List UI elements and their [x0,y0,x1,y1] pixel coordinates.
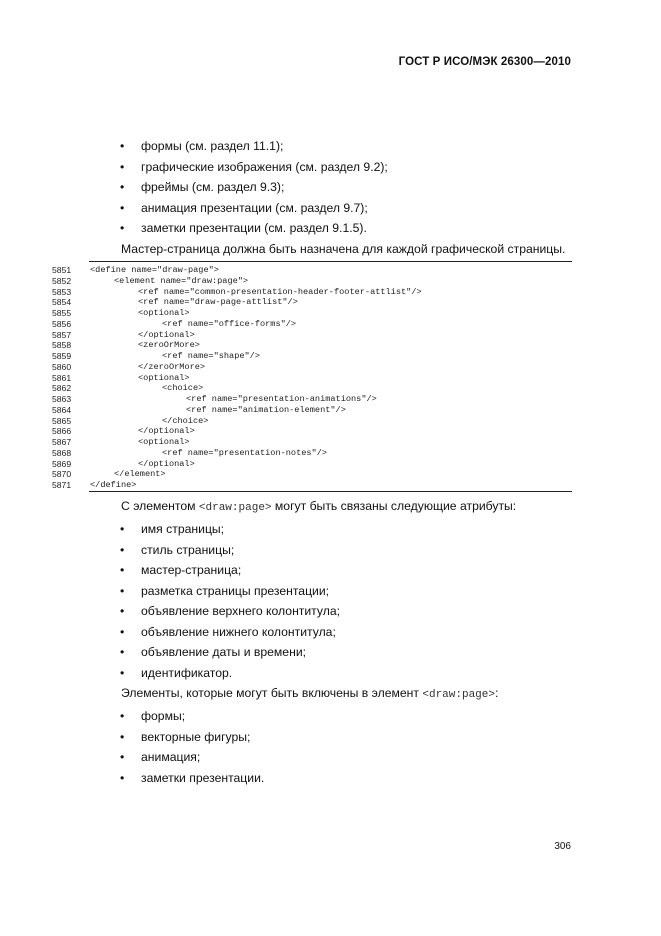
code-bottom-rule [89,491,572,492]
bullet-icon: • [120,542,125,557]
list-item: • формы; [120,709,186,723]
code-top-rule [89,261,572,262]
list-item: • объявление верхнего колонтитула; [120,604,341,618]
line-number: 5858 [52,340,72,351]
bullet-icon: • [120,750,125,764]
code-text: <ref name="animation-element"/> [186,404,346,415]
list-item: • имя страницы; [120,522,225,536]
bullet-icon: • [120,729,125,744]
code-text: <ref name="presentation-notes"/> [162,447,328,458]
line-number: 5852 [52,275,72,286]
code-text: <ref name="office-forms"/> [162,318,297,329]
list-item: • объявление нижнего колонтитула; [120,624,336,639]
line-number: 5855 [52,308,72,318]
line-number: 5865 [52,415,72,426]
line-number: 5857 [52,329,72,340]
list-item: • заметки презентации. [120,770,265,785]
line-number: 5867 [52,437,72,447]
code-text: <define name="draw-page"> [90,265,219,275]
list-item: • идентификатор. [120,665,233,680]
page-header: ГОСТ Р ИСО/МЭК 26300—2010 [398,56,571,68]
line-number: 5869 [52,458,72,469]
bullet-icon: • [120,645,125,659]
list-item: • векторные фигуры; [120,729,251,744]
bullet-icon: • [120,522,125,536]
line-number: 5854 [52,297,72,308]
code-text: <ref name="presentation-animations"/> [186,394,377,404]
bullet-list-attributes [120,522,340,686]
page-number: 306 [554,841,571,852]
code-text: <ref name="shape"/> [162,351,260,361]
bullet-icon: • [120,624,125,639]
line-number: 5870 [52,469,72,480]
line-number: 5862 [52,383,72,394]
line-number: 5863 [52,394,72,404]
code-text: </element> [114,469,166,480]
code-text: <optional> [138,437,190,447]
line-number: 5864 [52,404,72,415]
code-text: </choice> [162,415,209,426]
bullet-icon: • [120,200,125,215]
attributes-paragraph: С элементом <draw:page> могут быть связаны следующие атрибуты: [121,499,517,514]
child-elements-paragraph: Элементы, которые могут быть включены в элемент <draw:page>: [121,686,499,701]
line-number: 5871 [52,480,72,490]
inline-code: <draw:page> [422,689,495,701]
list-item: • анимация презентации (см. раздел 9.7); [120,200,368,215]
code-text: <optional> [138,308,190,318]
bullet-icon: • [120,583,125,598]
code-text: <choice> [162,383,204,394]
code-text: <optional> [138,372,190,383]
list-item: • формы (см. раздел 11.1); [120,139,284,153]
inline-code: <draw:page> [198,502,272,514]
list-item: • анимация; [120,750,201,764]
list-item: • фреймы (см. раздел 9.3); [120,180,285,194]
bullet-list-elements [120,139,388,242]
list-item: • объявление даты и времени; [120,645,307,659]
code-text: </zeroOrMore> [138,361,206,372]
code-text: <ref name="draw-page-attlist"/> [138,297,298,308]
line-number: 5853 [52,286,72,297]
line-number: 5868 [52,447,72,458]
bullet-icon: • [120,139,125,153]
bullet-icon: • [120,221,125,235]
code-text: <ref name="common-presentation-header-footer-attlist"/> [138,286,422,297]
code-text: <zeroOrMore> [138,340,200,351]
bullet-icon: • [120,770,125,785]
bullet-icon: • [120,159,125,174]
code-text: </optional> [138,329,195,340]
list-item: • мастер-страница; [120,563,242,577]
line-number: 5859 [52,351,72,361]
list-item: • заметки презентации (см. раздел 9.1.5). [120,221,367,235]
code-text: </define> [90,480,137,490]
master-page-paragraph: Мастер-страница должна быть назначена для каждой графической страницы. [121,242,566,256]
list-item: • графические изображения (см. раздел 9.2); [120,159,388,174]
line-number: 5860 [52,361,72,372]
bullet-icon: • [120,709,125,723]
list-item: • стиль страницы; [120,542,235,557]
list-item: • разметка страницы презентации; [120,583,330,598]
bullet-icon: • [120,563,125,577]
bullet-list-children [120,709,264,791]
line-number: 5861 [52,372,72,383]
bullet-icon: • [120,180,125,194]
line-number: 5856 [52,318,72,329]
code-text: </optional> [138,426,195,437]
code-text: <element name="draw:page"> [114,275,249,286]
bullet-icon: • [120,604,125,618]
bullet-icon: • [120,665,125,680]
line-number: 5866 [52,426,72,437]
code-text: </optional> [138,458,195,469]
line-number: 5851 [52,265,72,275]
